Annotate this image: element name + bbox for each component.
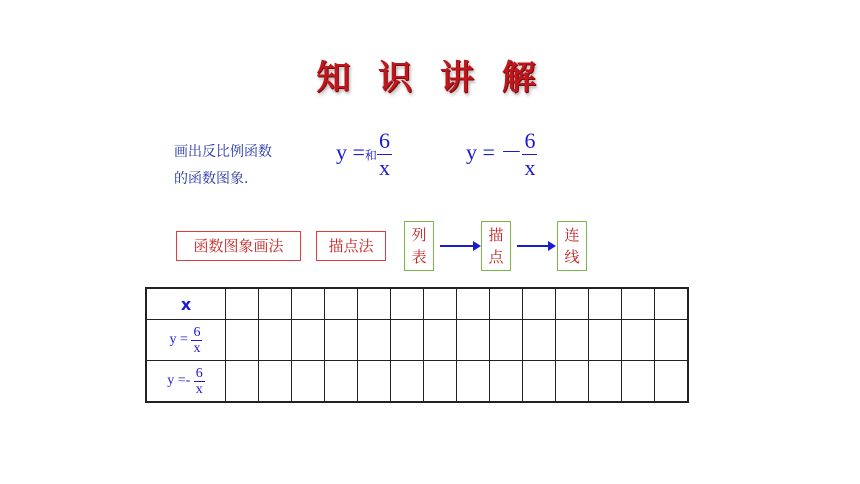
table-cell[interactable] — [226, 361, 259, 403]
table-cell[interactable] — [358, 320, 391, 361]
row-formula — [169, 324, 203, 356]
table-cell[interactable] — [424, 361, 457, 403]
row-formula-lhs: y = — [169, 332, 188, 348]
table-cell[interactable] — [226, 320, 259, 361]
formula-negative — [466, 128, 537, 181]
step-char: 描 — [488, 226, 504, 244]
arrow-right-icon — [440, 245, 475, 247]
fraction-numerator: 6 — [193, 324, 201, 340]
table-cell[interactable] — [523, 361, 556, 403]
table-cell[interactable] — [358, 288, 391, 320]
fraction-denominator: x — [378, 155, 390, 180]
table-cell[interactable] — [556, 288, 589, 320]
table-cell[interactable] — [556, 361, 589, 403]
technique-box: 描点法 — [316, 231, 386, 261]
table-cell[interactable] — [424, 288, 457, 320]
step-char: 列 — [411, 226, 427, 244]
fraction-numerator: 6 — [195, 365, 203, 381]
formula-positive-fraction — [377, 128, 392, 181]
value-table — [145, 287, 689, 403]
table-cell[interactable] — [325, 288, 358, 320]
fraction-numerator: 6 — [378, 128, 390, 153]
table-cell[interactable] — [589, 320, 622, 361]
table-cell[interactable] — [292, 320, 325, 361]
section-title: 知 识 讲 解 — [316, 58, 544, 98]
table-cell[interactable] — [589, 361, 622, 403]
table-header-y-negative — [146, 361, 226, 403]
instruction-line-1: 画出反比例函数 — [174, 144, 272, 160]
x-label: x — [180, 294, 192, 314]
step-list-table — [404, 221, 434, 271]
table-cell[interactable] — [457, 361, 490, 403]
fraction-denominator: x — [524, 155, 536, 180]
fraction-denominator: x — [193, 340, 201, 356]
row-formula-fraction — [194, 366, 205, 397]
table-cell[interactable] — [523, 288, 556, 320]
instruction-line-2: 的函数图象. — [174, 171, 249, 187]
table-cell[interactable] — [292, 361, 325, 403]
instruction-text — [174, 139, 314, 193]
step-plot-points — [481, 221, 511, 271]
table-cell[interactable] — [259, 320, 292, 361]
step-char: 点 — [488, 248, 504, 266]
table-cell[interactable] — [259, 361, 292, 403]
arrow-right-icon — [517, 245, 550, 247]
fraction-denominator: x — [195, 381, 203, 397]
formula-and-label: 和 — [364, 148, 377, 163]
table-cell[interactable] — [589, 288, 622, 320]
table-cell[interactable] — [457, 320, 490, 361]
table-cell[interactable] — [325, 361, 358, 403]
table-cell[interactable] — [391, 288, 424, 320]
row-formula — [167, 365, 205, 397]
table-cell[interactable] — [622, 320, 655, 361]
table-row-y-negative — [146, 361, 688, 403]
formula-negative-fraction — [522, 128, 537, 181]
step-char: 线 — [564, 248, 580, 266]
table-cell[interactable] — [490, 361, 523, 403]
table-row-x — [146, 288, 688, 320]
table-cell[interactable] — [457, 288, 490, 320]
table-cell[interactable] — [490, 288, 523, 320]
formula-negative-sign: － — [500, 139, 523, 165]
formula-positive — [336, 128, 392, 181]
step-char: 连 — [564, 226, 580, 244]
table-cell[interactable] — [391, 320, 424, 361]
table-cell[interactable] — [622, 288, 655, 320]
table-cell[interactable] — [655, 320, 689, 361]
table-cell[interactable] — [556, 320, 589, 361]
table-cell[interactable] — [292, 288, 325, 320]
table-cell[interactable] — [655, 288, 689, 320]
table-row-y-positive — [146, 320, 688, 361]
table-cell[interactable] — [523, 320, 556, 361]
table-cell[interactable] — [424, 320, 457, 361]
table-cell[interactable] — [325, 320, 358, 361]
step-connect-lines — [557, 221, 587, 271]
table-cell[interactable] — [358, 361, 391, 403]
table-cell[interactable] — [490, 320, 523, 361]
table-cell[interactable] — [622, 361, 655, 403]
row-formula-fraction — [191, 325, 202, 356]
step-char: 表 — [411, 248, 427, 266]
table-cell[interactable] — [391, 361, 424, 403]
formula-negative-lhs: y = — [466, 139, 495, 165]
table-header-y-positive — [146, 320, 226, 361]
fraction-numerator: 6 — [524, 128, 536, 153]
table-cell[interactable] — [655, 361, 689, 403]
formula-positive-lhs: y = — [336, 139, 365, 165]
row-formula-lhs: y =- — [167, 373, 191, 389]
table-cell[interactable] — [226, 288, 259, 320]
table-cell[interactable] — [259, 288, 292, 320]
method-label-box: 函数图象画法 — [176, 231, 301, 261]
table-header-x — [146, 288, 226, 320]
